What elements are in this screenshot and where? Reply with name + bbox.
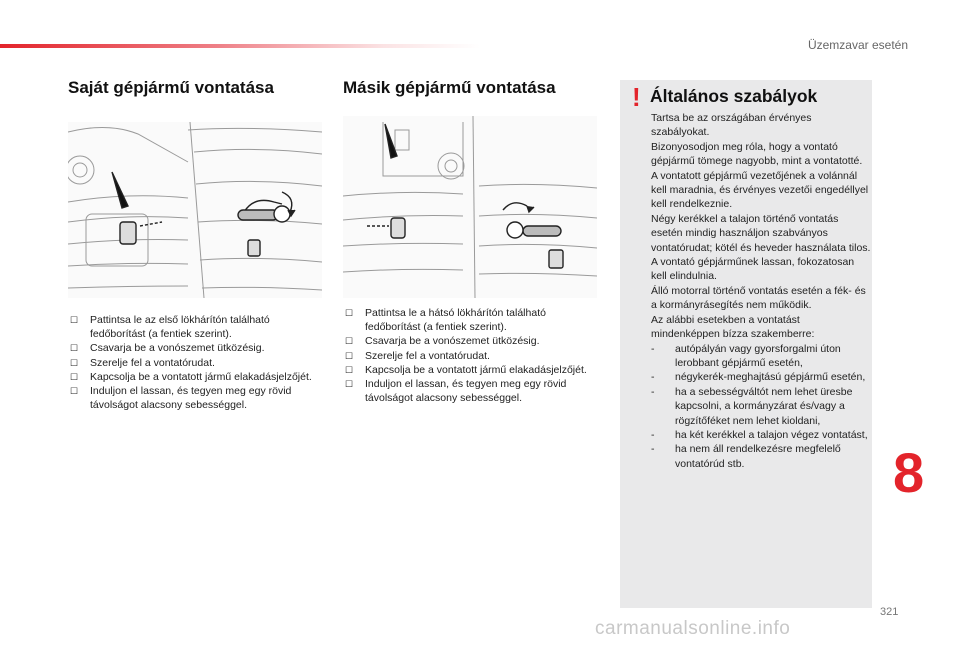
middle-steps-list	[345, 306, 600, 405]
list-item: ☐ Pattintsa le az első lökhárítón található fedőborítást (a fentiek szerint).	[70, 314, 270, 341]
rear-towing-eye-illustration	[343, 116, 597, 298]
page-number: 321	[880, 606, 899, 618]
rule-paragraph: Négy kerékkel a talajon történő vontatás esetén mindig használjon szabványos vontatórudat; kötél és heveder használata tilos.	[651, 212, 871, 254]
list-item: ☐ Csavarja be a vonószemet ütközésig.	[70, 342, 265, 355]
list-item: ☐ Kapcsolja be a vontatott jármű elakadásjelzőjét.	[345, 363, 587, 376]
checkbox-icon: ☐	[70, 371, 79, 382]
list-item: ☐ Csavarja be a vonószemet ütközésig.	[345, 335, 540, 348]
watermark: carmanualsonline.info	[595, 618, 791, 639]
general-rules-text	[651, 111, 871, 471]
list-item: ☐ Kapcsolja be a vontatott jármű elakadásjelzőjét.	[70, 370, 312, 383]
list-item: ☐ Szerelje fel a vontatórudat.	[345, 349, 490, 362]
list-item: - négykerék-meghajtású gépjármű esetén,	[651, 371, 866, 384]
checkbox-icon: ☐	[70, 343, 79, 354]
rule-paragraph: Bizonyosodjon meg róla, hogy a vontató gépjármű tömege nagyobb, mint a vontatotté.	[651, 140, 863, 168]
checkbox-icon: ☐	[70, 315, 79, 325]
checkbox-icon: ☐	[345, 379, 354, 390]
middle-section-title: Másik gépjármű vontatása	[343, 78, 556, 97]
checkbox-icon: ☐	[345, 308, 354, 318]
rule-paragraph: Tartsa be az országában érvényes szabályokat.	[651, 112, 812, 139]
left-steps-list	[70, 313, 325, 412]
list-item: - ha a sebességváltót nem lehet üresbe kapcsolni, a kormányzárat és/vagy a rögzítőféket nem lehet kioldani,	[651, 385, 853, 427]
chapter-number: 8	[893, 441, 925, 504]
list-item: ☐ Induljon el lassan, és tegyen meg egy rövid távolságot alacsony sebességgel.	[345, 378, 567, 405]
left-section-title: Saját gépjármű vontatása	[68, 78, 274, 97]
list-item: ☐ Szerelje fel a vontatórudat.	[70, 356, 215, 369]
checkbox-icon: ☐	[345, 336, 354, 347]
rule-paragraph: A vontatott gépjármű vezetőjének a volánnál kell maradnia, és érvényes vezetői engedéllyel kell rendelkeznie.	[651, 169, 869, 211]
rule-paragraph: A vontató gépjárműnek lassan, fokozatosan kell elindulnia.	[651, 256, 855, 283]
checkbox-icon: ☐	[70, 386, 79, 397]
section-header: Üzemzavar esetén	[807, 38, 908, 52]
checkbox-icon: ☐	[345, 364, 354, 375]
checkbox-icon: ☐	[345, 350, 354, 361]
list-item: - autópályán vagy gyorsforgalmi úton lerobbant gépjármű esetén,	[651, 342, 841, 369]
rule-paragraph: Álló motorral történő vontatás esetén a fék- és a kormányrásegítés nem működik.	[651, 284, 866, 312]
checkbox-icon: ☐	[70, 357, 79, 368]
front-towing-eye-illustration	[68, 122, 322, 298]
professional-cases-list	[651, 342, 871, 472]
warning-icon: !	[632, 82, 641, 112]
list-item: - ha nem áll rendelkezésre megfelelő vontatórúd stb.	[651, 443, 841, 470]
header-accent-bar	[0, 44, 480, 48]
list-item: ☐ Induljon el lassan, és tegyen meg egy rövid távolságot alacsony sebességgel.	[70, 385, 292, 412]
list-item: - ha két kerékkel a talajon végez vontatást,	[651, 428, 868, 441]
rule-paragraph: Az alábbi esetekben a vontatást mindenképpen bízza szakemberre:	[651, 313, 815, 341]
list-item: ☐ Pattintsa le a hátsó lökhárítón található fedőborítást (a fentiek szerint).	[345, 307, 546, 334]
right-section-title: Általános szabályok	[650, 86, 818, 106]
